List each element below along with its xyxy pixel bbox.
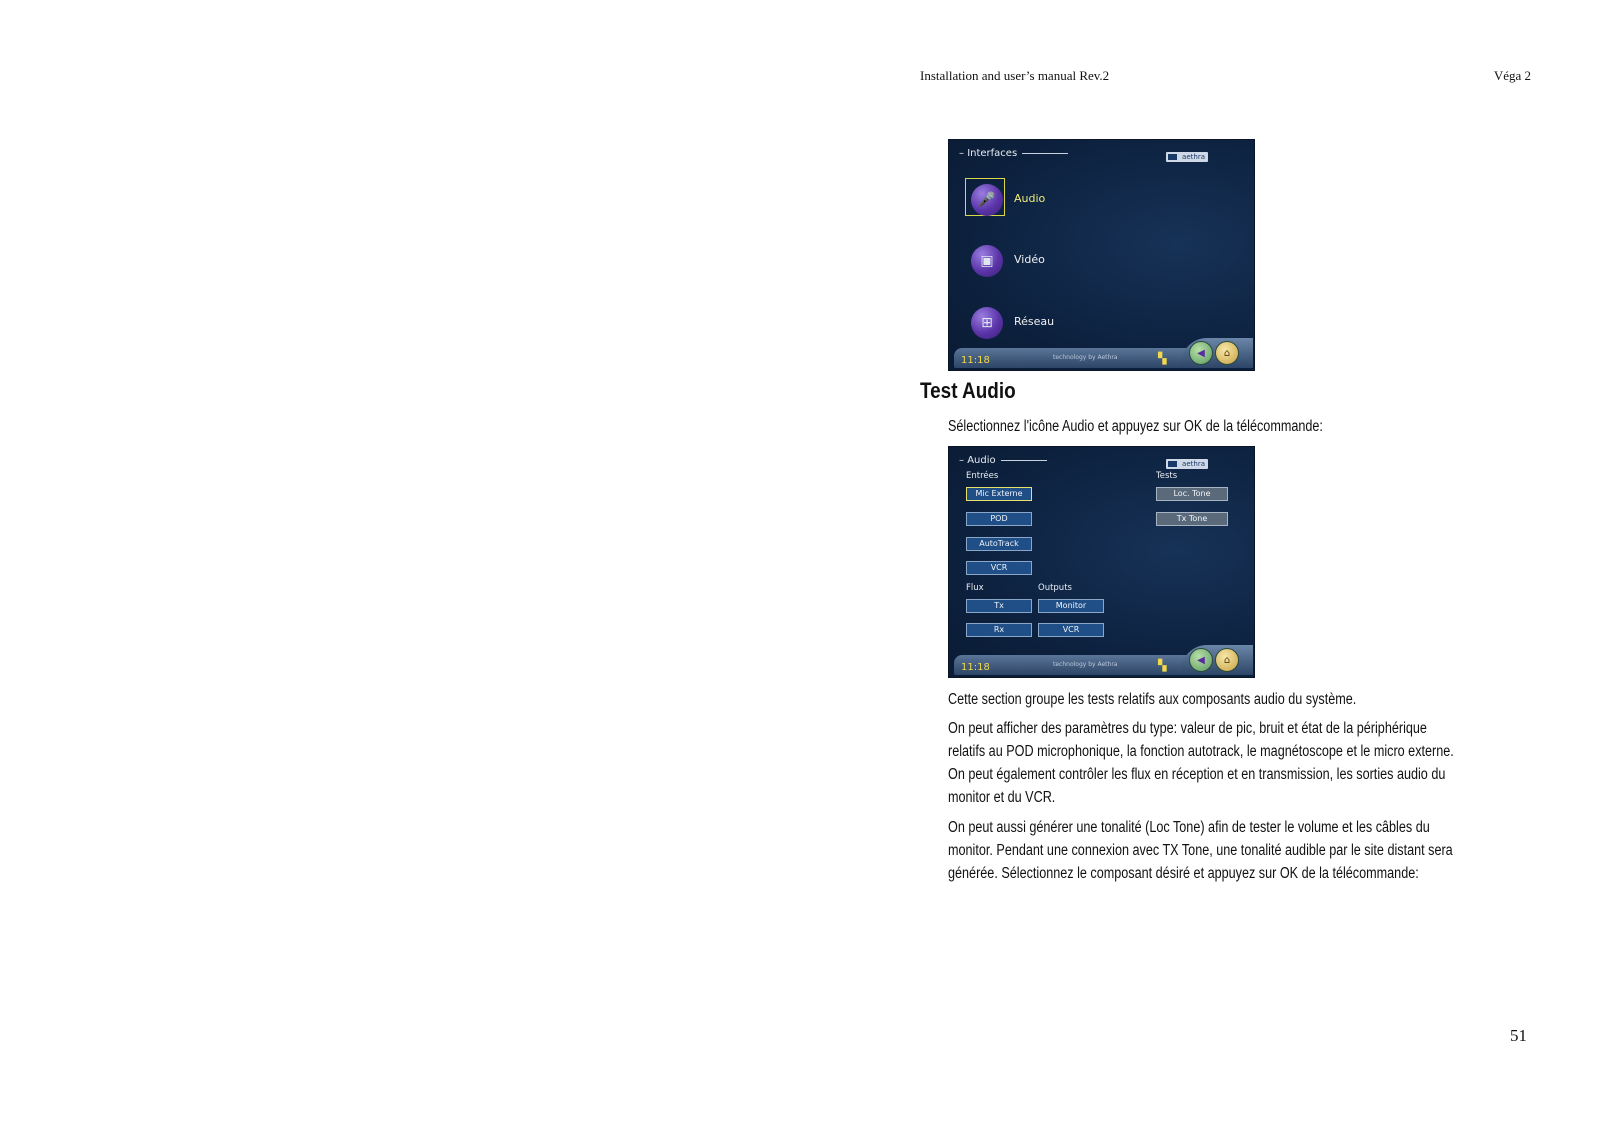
vcr-input-button[interactable]: VCR [966, 561, 1032, 575]
paragraph-2-line: relatifs au POD microphonique, la fonction autotrack, le magnétoscope et le micro externe. [948, 743, 1454, 760]
paragraph-2 [948, 717, 1454, 809]
home-button[interactable]: ⌂ [1215, 341, 1239, 365]
menu-item-video[interactable] [965, 241, 1185, 281]
microphone-icon: 🎤 [971, 184, 1003, 216]
vcr-output-button[interactable]: VCR [1038, 623, 1104, 637]
tx-button[interactable]: Tx [966, 599, 1032, 613]
aethra-logo: aethra [1166, 459, 1208, 469]
tech-credit: technology by Aethra [1053, 354, 1118, 361]
interfaces-screenshot [948, 139, 1255, 371]
menu-item-reseau[interactable] [965, 303, 1185, 343]
back-button[interactable]: ◀ [1189, 648, 1213, 672]
mic-externe-button[interactable]: Mic Externe [966, 487, 1032, 501]
menu-item-label: Réseau [1014, 315, 1055, 328]
home-button[interactable]: ⌂ [1215, 648, 1239, 672]
paragraph-2-line: On peut afficher des paramètres du type: valeur de pic, bruit et état de la périphérique [948, 720, 1427, 737]
tx-tone-button[interactable]: Tx Tone [1156, 512, 1228, 526]
monitor-icon: ▣ [971, 245, 1003, 277]
paragraph-3 [948, 816, 1453, 885]
loc-tone-button[interactable]: Loc. Tone [1156, 487, 1228, 501]
paragraph-2-line: monitor et du VCR. [948, 789, 1056, 806]
screen-title: – Audio [959, 455, 1047, 466]
back-button[interactable]: ◀ [1189, 341, 1213, 365]
pod-button[interactable]: POD [966, 512, 1032, 526]
tests-label: Tests [1156, 471, 1178, 481]
monitor-button[interactable]: Monitor [1038, 599, 1104, 613]
network-icon: ⊞ [971, 307, 1003, 339]
audio-screenshot [948, 446, 1255, 678]
aethra-logo: aethra [1166, 152, 1208, 162]
status-bar [949, 645, 1254, 677]
running-header-left: Installation and user’s manual Rev.2 [920, 68, 1110, 83]
section-title: Test Audio [920, 378, 1016, 403]
menu-item-label: Vidéo [1014, 253, 1045, 266]
paragraph-3-line: monitor. Pendant une connexion avec TX Tone, une tonalité audible par le site distant sera [948, 842, 1453, 859]
clock: 11:18 [961, 355, 990, 366]
running-header-right: Véga 2 [1493, 68, 1531, 83]
entrees-label: Entrées [966, 471, 999, 481]
status-bar [949, 338, 1254, 370]
page-number: 51 [1510, 1026, 1527, 1045]
paragraph-1: Cette section groupe les tests relatifs aux composants audio du système. [948, 691, 1357, 708]
clock: 11:18 [961, 662, 990, 673]
autotrack-button[interactable]: AutoTrack [966, 537, 1032, 551]
menu-item-audio[interactable] [965, 180, 1185, 220]
camera-icon: ▚ [1158, 659, 1167, 672]
paragraph-3-line: On peut aussi générer une tonalité (Loc Tone) afin de tester le volume et les câbles du [948, 819, 1430, 836]
paragraph-3-line: générée. Sélectionnez le composant désiré et appuyez sur OK de la télécommande: [948, 865, 1419, 882]
rx-button[interactable]: Rx [966, 623, 1032, 637]
screen-title: – Interfaces [959, 148, 1068, 159]
camera-icon: ▚ [1158, 352, 1167, 365]
paragraph-2-line: On peut également contrôler les flux en réception et en transmission, les sorties audio du [948, 766, 1446, 783]
intro-text: Sélectionnez l'icône Audio et appuyez sur OK de la télécommande: [948, 418, 1323, 435]
outputs-label: Outputs [1038, 583, 1072, 593]
tech-credit: technology by Aethra [1053, 661, 1118, 668]
flux-label: Flux [966, 583, 984, 593]
menu-item-label: Audio [1014, 192, 1046, 205]
